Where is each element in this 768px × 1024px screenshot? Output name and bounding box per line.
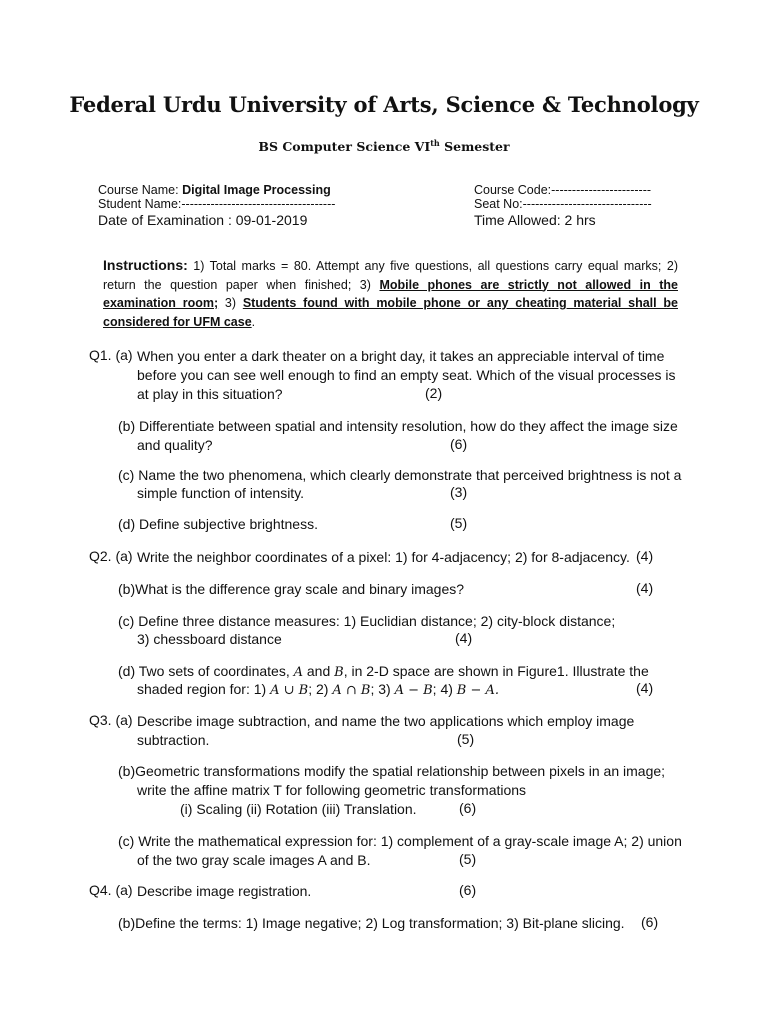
q3a-line2: subtraction.	[137, 732, 210, 748]
q3c-marks: (5)	[459, 851, 477, 867]
program-superscript: th	[430, 138, 440, 148]
program-title	[0, 138, 768, 154]
q1b-marks: (6)	[450, 436, 468, 452]
q1c-line1: (c) Name the two phenomena, which clearly demonstrate that perceived brightness is not a	[118, 467, 682, 483]
student-name: Student Name:-------------------------------------	[98, 197, 336, 211]
q1a-line1: When you enter a dark theater on a bright day, it takes an appreciable interval of time	[137, 348, 665, 364]
q2a-marks: (4)	[636, 548, 654, 564]
q2b-line1: (b)What is the difference gray scale and binary images?	[118, 581, 465, 597]
q4-label: Q4. (a)	[89, 882, 133, 898]
q2d-line2	[137, 680, 499, 700]
q3-label: Q3. (a)	[89, 712, 133, 728]
q2c-line1: (c) Define three distance measures: 1) Euclidian distance; 2) city-block distance;	[118, 613, 616, 629]
q4b-line1: (b)Define the terms: 1) Image negative; 2) Log transformation; 3) Bit-plane slicing.	[118, 915, 625, 931]
q1c-line2: simple function of intensity.	[137, 485, 305, 501]
q2d-and: and	[303, 663, 335, 679]
q1a-marks: (2)	[425, 385, 443, 401]
q4a-line1: Describe image registration.	[137, 883, 312, 899]
q1a-line3: at play in this situation?	[137, 386, 283, 402]
q2a-line1: Write the neighbor coordinates of a pixel: 1) for 4-adjacency; 2) for 8-adjacency.	[137, 549, 630, 565]
q3a-line1: Describe image subtraction, and name the two applications which employ image	[137, 713, 635, 729]
set-a: A	[293, 665, 303, 680]
exam-date: Date of Examination : 09-01-2019	[98, 212, 308, 228]
q1a-line2: before you can see well enough to find an empty seat. Which of the visual processes is	[137, 367, 676, 383]
q2d-sep2: ; 3)	[370, 681, 395, 697]
q3b-line1: (b)Geometric transformations modify the spatial relationship between pixels in an image;	[118, 763, 666, 779]
time-allowed: Time Allowed: 2 hrs	[474, 212, 596, 228]
q2d-text-b: , in 2-D space are shown in Figure1. Illustrate the	[343, 663, 649, 679]
q2c-line2: 3) chessboard distance	[137, 631, 282, 647]
q4b-marks: (6)	[641, 914, 659, 930]
q2d-sep1: ; 2)	[308, 681, 333, 697]
q2d-shaded-label: shaded region for: 1)	[137, 681, 271, 697]
q1b-line2: and quality?	[137, 437, 213, 453]
instructions-p6: .	[251, 314, 256, 329]
q3a-marks: (5)	[457, 731, 475, 747]
instructions	[103, 256, 678, 331]
q4a-marks: (6)	[459, 882, 477, 898]
q2d-text-a: (d) Two sets of coordinates,	[118, 663, 294, 679]
course-name-label: Course Name:	[98, 183, 183, 197]
q2d-marks: (4)	[636, 680, 654, 696]
q2d-sep3: ; 4)	[432, 681, 457, 697]
instructions-p4: 3)	[218, 296, 243, 310]
program-suffix: Semester	[439, 139, 510, 155]
q1d-line1: (d) Define subjective brightness.	[118, 516, 318, 532]
mobile-rule: Mobile phones are strictly not allowed in the examination room;	[103, 277, 678, 310]
ufm-rule: Students found with mobile phone or any cheating material shall be considered for UFM case	[103, 296, 678, 329]
q1-label: Q1. (a)	[89, 347, 133, 363]
expr-intersection: A ∩ B	[332, 683, 371, 698]
course-code: Course Code:------------------------	[474, 183, 652, 197]
university-title: Federal Urdu University of Arts, Science & Technology	[69, 92, 699, 117]
q3b-line3: (i) Scaling (ii) Rotation (iii) Translation.	[180, 801, 417, 817]
instructions-label: Instructions:	[103, 257, 188, 273]
instructions-p2: Total marks = 80. Attempt any five questions, all questions carry equal marks; 2) return the question paper when finished; 3)	[103, 259, 678, 292]
q3c-line2: of the two gray scale images A and B.	[137, 852, 371, 868]
expr-a-minus-b: A − B	[394, 683, 433, 698]
q3c-line1: (c) Write the mathematical expression for: 1) complement of a gray-scale image A; 2) union	[118, 833, 682, 849]
q3b-line2: write the affine matrix T for following geometric transformations	[137, 782, 527, 798]
q2b-marks: (4)	[636, 580, 654, 596]
program-prefix: BS Computer Science VI	[258, 139, 431, 155]
course-name	[98, 183, 331, 197]
q2-label: Q2. (a)	[89, 548, 133, 564]
instructions-p1: 1)	[187, 259, 210, 273]
expr-b-minus-a: B − A.	[456, 683, 500, 698]
q1d-marks: (5)	[450, 515, 468, 531]
set-b: B	[334, 665, 344, 680]
q1b-line1: (b) Differentiate between spatial and intensity resolution, how do they affect the image size	[118, 418, 678, 434]
q1c-marks: (3)	[450, 484, 468, 500]
q2d-line1	[118, 662, 649, 682]
expr-union: A ∪ B	[270, 683, 309, 698]
q3b-marks: (6)	[459, 800, 477, 816]
course-name-value: Digital Image Processing	[182, 183, 331, 197]
q2c-marks: (4)	[455, 630, 473, 646]
seat-no: Seat No:-------------------------------	[474, 197, 652, 211]
